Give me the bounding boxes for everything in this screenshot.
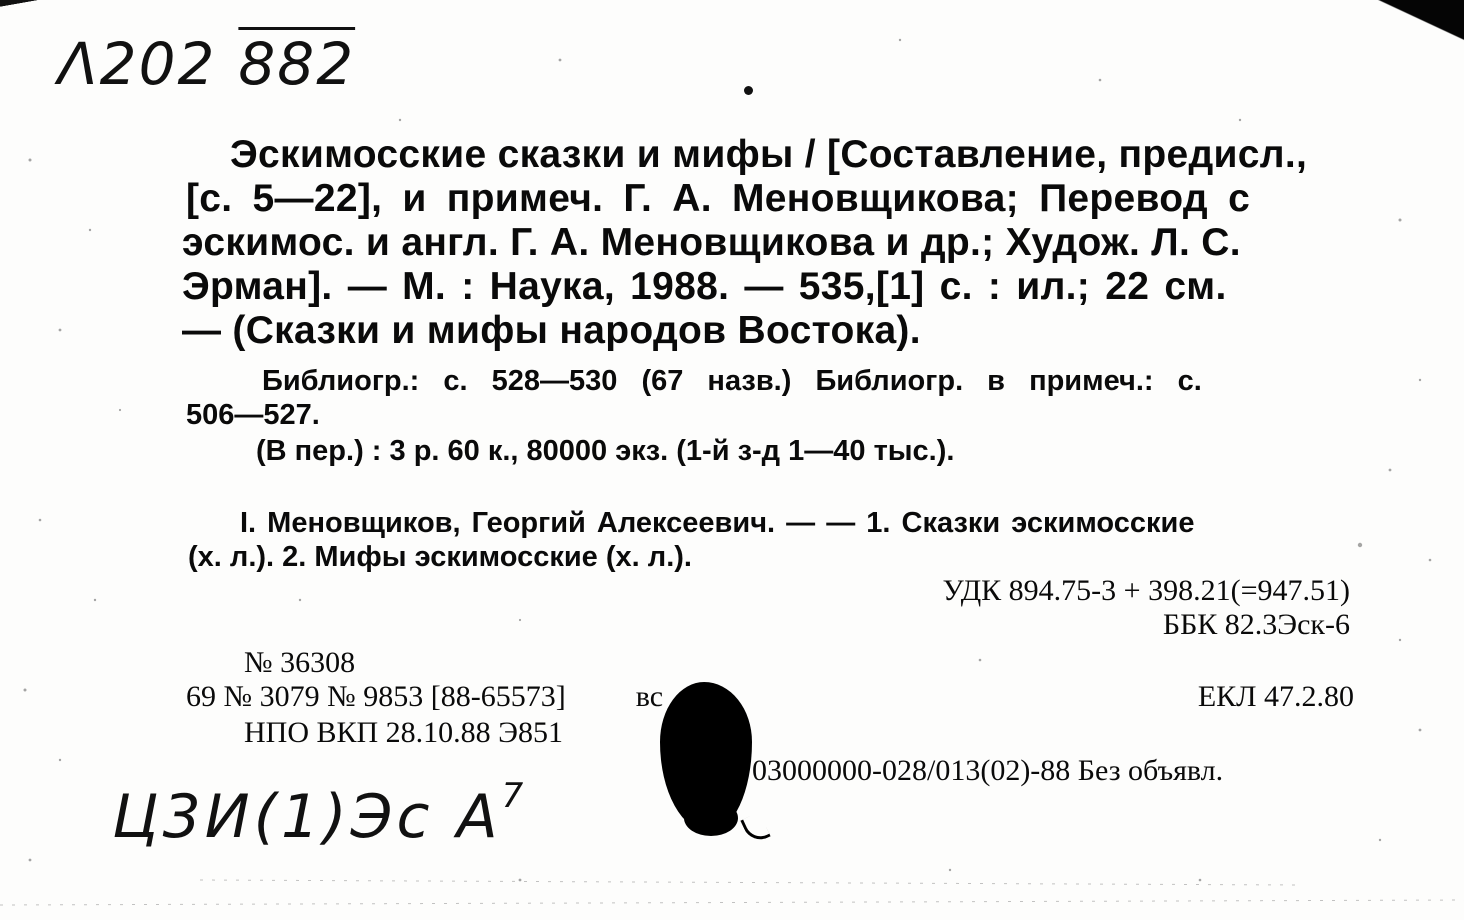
card-corner-mark: [0, 0, 70, 14]
ekl-code: ЕКЛ 47.2.80: [1197, 680, 1354, 713]
record-line-1: Эскимосские сказки и мифы / [Составление, предисл.,: [230, 133, 1308, 176]
isbn-code: 03000000-028/013(02)-88 Без объявл.: [752, 754, 1224, 787]
order-line-main: 69 № 3079 № 9853 [88-65573]: [186, 680, 566, 713]
order-line-suffix: вс: [635, 680, 664, 713]
class-code-main: Ц3И(1)Эс: [112, 782, 434, 852]
tracing-line-2: (х. л.). 2. Мифы эскимосские (х. л.).: [188, 541, 692, 573]
bibliography-pages: 506—527.: [186, 399, 320, 431]
record-line-4: Эрман]. — М. : Наука, 1988. — 535,[1] с. : ил.; 22 см.: [182, 265, 1227, 308]
npo-line: НПО ВКП 28.10.88 Э851: [244, 716, 563, 749]
handwritten-class-code: [112, 776, 527, 852]
order-line: [186, 680, 663, 714]
record-line-3: эскимос. и англ. Г. А. Меновщикова и др.; Худож. Л. С.: [182, 221, 1241, 264]
shelf-mark-over: 882: [238, 30, 356, 98]
card-corner-shadow: [1334, 0, 1464, 70]
tracing-line-1: I. Меновщиков, Георгий Алексеевич. — — 1. Сказки эскимосские: [240, 507, 1195, 539]
bbk-code: ББК 82.3Эск-6: [1162, 608, 1350, 641]
udk-code: УДК 894.75-3 + 398.21(=947.51): [942, 574, 1350, 607]
bibliography-note: Библиогр.: с. 528—530 (67 назв.) Библиогр. в примеч.: с.: [262, 365, 1202, 397]
class-code-tail: А: [456, 782, 502, 852]
price-note: (В пер.) : 3 р. 60 к., 80000 экз. (1-й з-д 1—40 тыс.).: [256, 435, 955, 467]
shelf-mark-main: Λ202: [58, 30, 217, 98]
ink-blot-lower: [684, 800, 738, 836]
card-number: № 36308: [244, 646, 356, 679]
record-line-2: [с. 5—22], и примеч. Г. А. Меновщикова; Перевод с: [186, 177, 1251, 220]
ink-dot: [744, 86, 753, 95]
class-code-sup: 7: [501, 776, 528, 816]
handwritten-shelf-mark: [58, 30, 355, 98]
record-line-5: — (Сказки и мифы народов Востока).: [182, 309, 921, 352]
